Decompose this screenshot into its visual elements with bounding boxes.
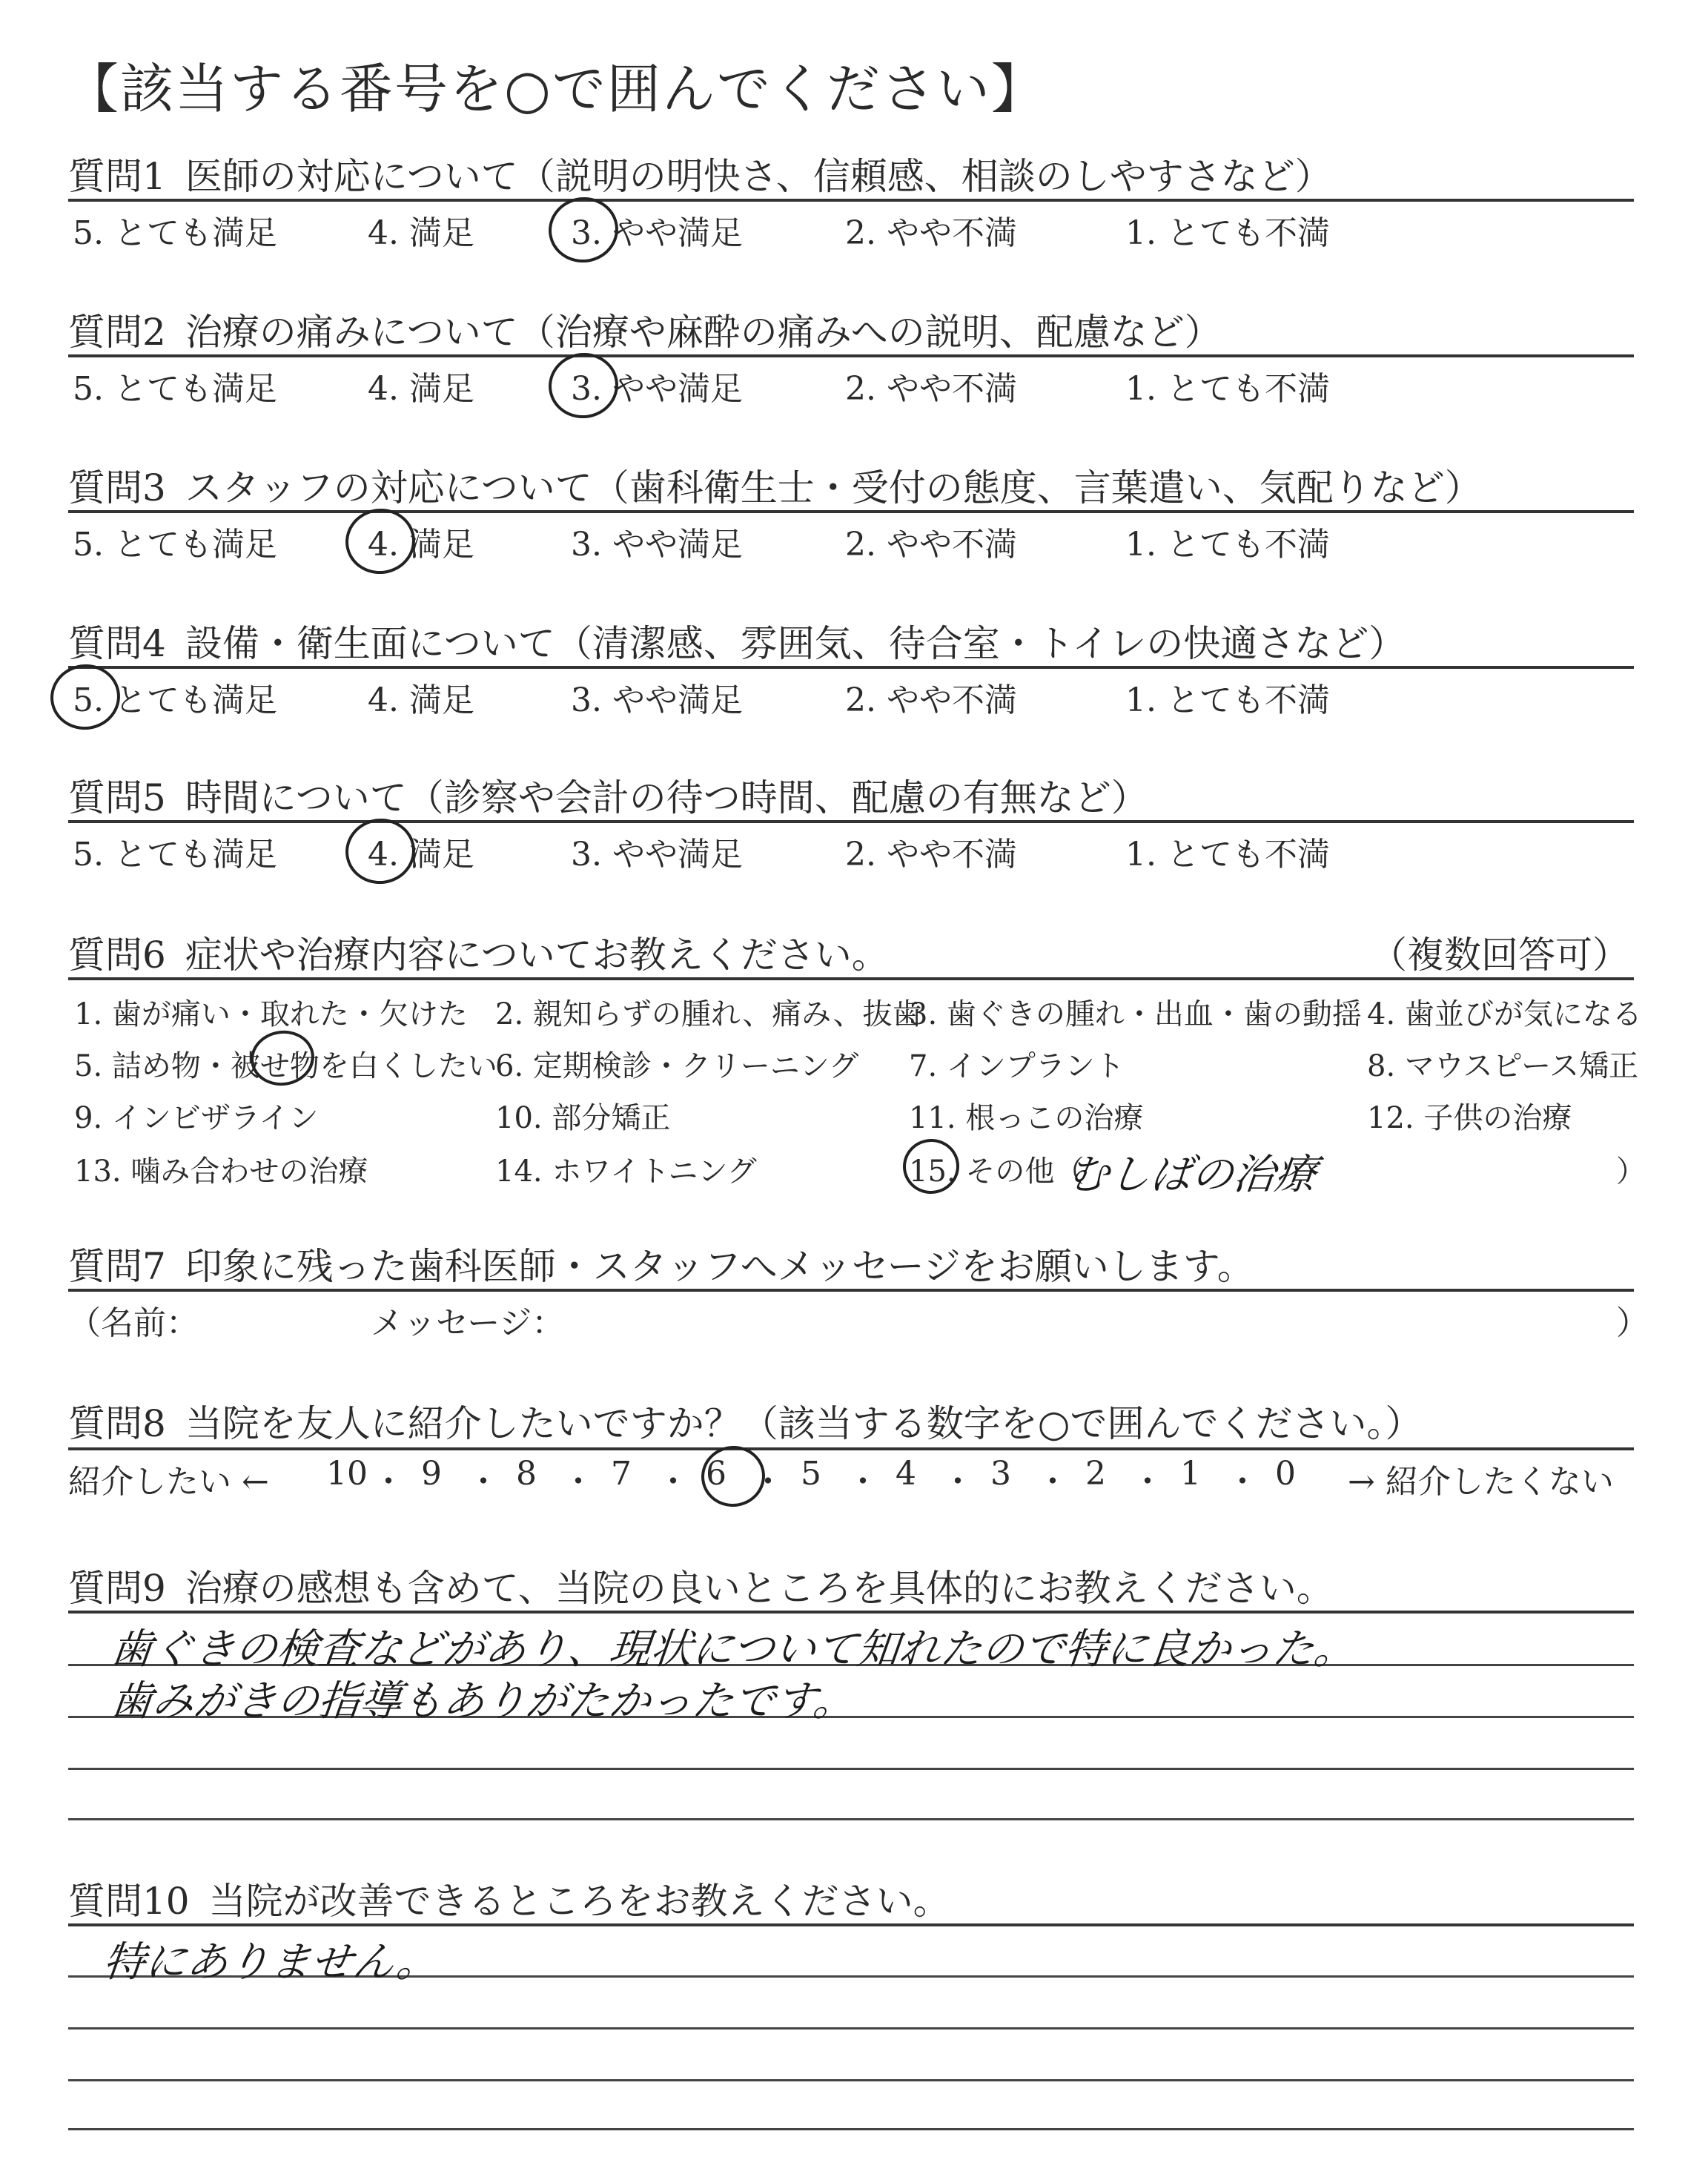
q6-text: 症状や治療内容についてお教えください。: [185, 934, 889, 977]
q7-title: [68, 1237, 1254, 1290]
q9-answer-2: 歯みがきの指導もありがたかったです。: [108, 1677, 858, 1725]
q8-title: [68, 1394, 1422, 1447]
q8-separator: ・: [372, 1463, 405, 1501]
q6-option-1[interactable]: 1. 歯が痛い・取れた・欠けた: [74, 997, 468, 1031]
q8-separator: ・: [562, 1463, 595, 1501]
q8-scale-7[interactable]: 7: [611, 1455, 632, 1493]
q6-option-2[interactable]: 2. 親知らずの腫れ、痛み、抜歯: [495, 997, 922, 1031]
q5-number: 質問5: [68, 776, 166, 819]
q6-option-6[interactable]: 6. 定期検診・クリーニング: [495, 1049, 859, 1083]
q3-option-2[interactable]: 2. やや不満: [845, 526, 1017, 564]
q1-option-4[interactable]: 4. 満足: [368, 214, 474, 252]
q4-text: 設備・衛生面について（清潔感、雰囲気、待合室・トイレの快適さなど）: [185, 622, 1406, 665]
q6-option-9[interactable]: 9. インビザライン: [74, 1101, 319, 1135]
q4-option-1[interactable]: 1. とても不満: [1125, 681, 1330, 719]
q6-other-handwritten: むしばの治療: [1065, 1151, 1319, 1199]
q4-option-5[interactable]: 5. とても満足: [73, 681, 277, 719]
q5-option-2[interactable]: 2. やや不満: [845, 836, 1017, 873]
q4-option-3[interactable]: 3. やや満足: [571, 681, 743, 719]
q6-option-10[interactable]: 10. 部分矯正: [495, 1101, 671, 1135]
q7-rule: [68, 1289, 1634, 1292]
q6-option-5[interactable]: 5. 詰め物・被せ物を白くしたい: [74, 1049, 497, 1083]
q8-separator: ・: [1036, 1463, 1069, 1501]
q7-name-label: （名前：: [68, 1304, 199, 1342]
q9-title: [68, 1559, 1334, 1612]
q4-option-2[interactable]: 2. やや不満: [845, 681, 1017, 719]
q5-option-1[interactable]: 1. とても不満: [1125, 836, 1330, 873]
q1-option-1[interactable]: 1. とても不満: [1125, 214, 1330, 252]
q6-option-3[interactable]: 3. 歯ぐきの腫れ・出血・歯の動揺: [909, 997, 1362, 1031]
q3-option-1[interactable]: 1. とても不満: [1125, 526, 1330, 564]
q2-option-5[interactable]: 5. とても満足: [73, 370, 277, 408]
q2-selection-circle: [544, 349, 622, 423]
q8-scale-1[interactable]: 1: [1180, 1455, 1201, 1493]
q4-number: 質問4: [68, 622, 166, 665]
q8-separator: ・: [467, 1463, 500, 1501]
q9-answer-1: 歯ぐきの検査などがあり、現状について知れたので特に良かった。: [108, 1625, 1358, 1674]
q6-option-14[interactable]: 14. ホワイトニング: [495, 1155, 757, 1189]
q4-title: [68, 614, 1406, 667]
q6-option-15[interactable]: 15. その他（: [909, 1155, 1085, 1189]
q1-selection-circle: [544, 193, 622, 267]
q10-title: [68, 1872, 950, 1925]
q7-text: 印象に残った歯科医師・スタッフへメッセージをお願いします。: [185, 1245, 1254, 1288]
q4-option-4[interactable]: 4. 満足: [368, 681, 474, 719]
q5-rule: [68, 820, 1634, 823]
q7-number: 質問7: [68, 1245, 166, 1288]
q9-answer-line: [68, 1818, 1634, 1820]
q8-right-label: → 紹介したくない: [1348, 1463, 1614, 1501]
q10-number: 質問10: [68, 1880, 190, 1923]
q1-title: [68, 147, 1332, 200]
q4-selection-circle: [46, 660, 124, 734]
q8-text: 当院を友人に紹介したいですか？（該当する数字を○で囲んでください。）: [185, 1402, 1423, 1445]
q9-number: 質問9: [68, 1567, 166, 1610]
q1-rule: [68, 199, 1634, 202]
q7-message-label: メッセージ：: [371, 1304, 565, 1342]
q10-answer-line: [68, 2027, 1634, 2029]
q9-answer-line: [68, 1768, 1634, 1770]
q2-rule: [68, 354, 1634, 357]
q6-option-7[interactable]: 7. インプラント: [909, 1049, 1125, 1083]
form-header: 【該当する番号を○で囲んでください】: [65, 58, 1046, 120]
q8-scale-6[interactable]: 6: [706, 1455, 726, 1493]
q6-option-8[interactable]: 8. マウスピース矯正: [1367, 1049, 1639, 1083]
q8-separator: ・: [1131, 1463, 1164, 1501]
q6-option-4[interactable]: 4. 歯並びが気になる: [1367, 997, 1642, 1031]
q10-answer-line: [68, 2128, 1634, 2130]
q3-option-4[interactable]: 4. 満足: [368, 526, 474, 564]
q6-note: （複数回答可）: [1370, 934, 1629, 977]
q2-number: 質問2: [68, 311, 166, 354]
q10-rule: [68, 1923, 1634, 1926]
q9-rule: [68, 1611, 1634, 1614]
q8-rule: [68, 1447, 1634, 1450]
q6-title: [68, 925, 889, 979]
q2-option-4[interactable]: 4. 満足: [368, 370, 474, 408]
q8-scale-10[interactable]: 10: [326, 1455, 368, 1493]
q2-option-3[interactable]: 3. やや満足: [571, 370, 743, 408]
q6-option-13[interactable]: 13. 噛み合わせの治療: [74, 1155, 368, 1189]
q10-answer-line: [68, 2079, 1634, 2081]
q3-text: スタッフの対応について（歯科衛生士・受付の態度、言葉遣い、気配りなど）: [185, 466, 1482, 509]
q1-text: 医師の対応について（説明の明快さ、信頼感、相談のしやすさなど）: [185, 155, 1332, 198]
q5-selection-circle: [341, 814, 419, 888]
q8-separator: ・: [847, 1463, 879, 1501]
q3-rule: [68, 510, 1634, 513]
q6-rule: [68, 977, 1634, 980]
q8-separator: ・: [657, 1463, 689, 1501]
q3-option-5[interactable]: 5. とても満足: [73, 526, 277, 564]
q8-scale-0[interactable]: 0: [1275, 1455, 1296, 1493]
q8-separator: ・: [1226, 1463, 1259, 1501]
q8-left-label: 紹介したい ←: [68, 1463, 269, 1501]
q10-text: 当院が改善できるところをお教えください。: [208, 1880, 950, 1923]
q7-close: ）: [1616, 1304, 1649, 1342]
q3-selection-circle: [341, 504, 419, 578]
q8-separator: ・: [941, 1463, 974, 1501]
q5-text: 時間について（診察や会計の待つ時間、配慮の有無など）: [185, 776, 1148, 819]
q6-number: 質問6: [68, 934, 166, 977]
q2-title: [68, 303, 1222, 356]
q9-text: 治療の感想も含めて、当院の良いところを具体的にお教えください。: [185, 1567, 1334, 1610]
q5-option-5[interactable]: 5. とても満足: [73, 836, 277, 873]
q8-scale-2[interactable]: 2: [1085, 1455, 1106, 1493]
q2-text: 治療の痛みについて（治療や麻酔の痛みへの説明、配慮など）: [185, 311, 1222, 354]
q1-option-2[interactable]: 2. やや不満: [845, 214, 1017, 252]
q1-option-3[interactable]: 3. やや満足: [571, 214, 743, 252]
q5-option-4[interactable]: 4. 満足: [368, 836, 474, 873]
q3-title: [68, 458, 1482, 512]
q6-option-12[interactable]: 12. 子供の治療: [1367, 1101, 1572, 1135]
q3-number: 質問3: [68, 466, 166, 509]
q3-option-3[interactable]: 3. やや満足: [571, 526, 743, 564]
q1-option-5[interactable]: 5. とても満足: [73, 214, 277, 252]
q6-other-close: ）: [1616, 1155, 1646, 1189]
q8-scale-4[interactable]: 4: [896, 1455, 916, 1493]
q10-answer-1: 特にありません。: [101, 1938, 441, 1986]
q8-scale-5[interactable]: 5: [801, 1455, 821, 1493]
q8-number: 質問8: [68, 1402, 166, 1445]
q6-option-11[interactable]: 11. 根っこの治療: [909, 1101, 1144, 1135]
q1-number: 質問1: [68, 155, 166, 198]
q5-option-3[interactable]: 3. やや満足: [571, 836, 743, 873]
q2-option-1[interactable]: 1. とても不満: [1125, 370, 1330, 408]
q8-scale-8[interactable]: 8: [516, 1455, 537, 1493]
q5-title: [68, 768, 1148, 822]
q8-scale-3[interactable]: 3: [990, 1455, 1011, 1493]
q8-scale-9[interactable]: 9: [421, 1455, 442, 1493]
q4-rule: [68, 666, 1634, 669]
q8-separator: ・: [752, 1463, 784, 1501]
q2-option-2[interactable]: 2. やや不満: [845, 370, 1017, 408]
